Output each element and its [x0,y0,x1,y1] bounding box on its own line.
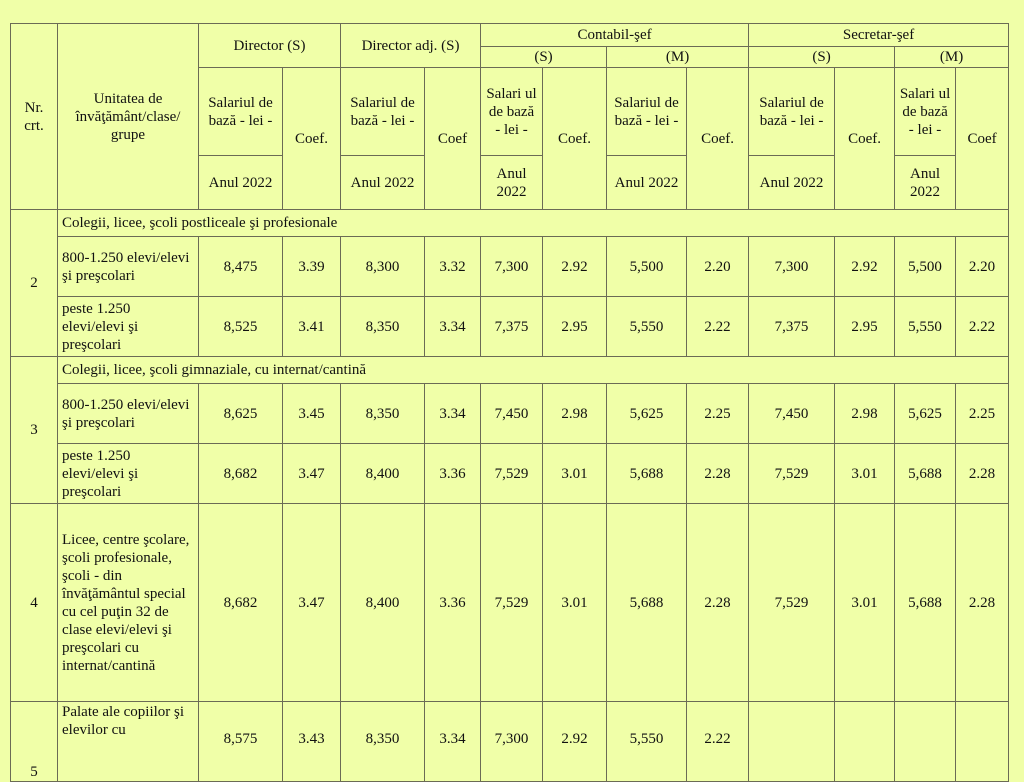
cell: 3.34 [425,702,481,782]
cell: 3.01 [835,444,895,504]
cell: 2.22 [687,297,749,357]
row-label: peste 1.250 elevi/elevi şi preşcolari [58,297,199,357]
table-row [11,702,1009,782]
header-anul: Anul 2022 [199,156,283,210]
header-coef: Coef. [283,68,341,210]
cell: 7,529 [749,504,835,702]
cell: 5,625 [607,384,687,444]
cell: 3.01 [835,504,895,702]
cell: 7,529 [749,444,835,504]
cell: 2.25 [687,384,749,444]
cell: 7,300 [749,237,835,297]
cell: 3.36 [425,444,481,504]
cell: 7,375 [749,297,835,357]
cell [895,702,956,782]
cell: 8,400 [341,504,425,702]
cell [749,702,835,782]
cell: 2.95 [835,297,895,357]
cell: 3.34 [425,384,481,444]
cell: 2.28 [687,444,749,504]
header-contabil-m: (M) [607,47,749,68]
cell: 5,550 [607,297,687,357]
cell: 8,475 [199,237,283,297]
cell: 2.22 [687,702,749,782]
row-label: 800-1.250 elevi/elevi şi preşcolari [58,384,199,444]
row-nr: 2 [11,210,58,357]
cell: 7,300 [481,702,543,782]
cell: 2.28 [687,504,749,702]
table-row [11,504,1009,702]
cell: 3.36 [425,504,481,702]
cell: 2.28 [956,444,1009,504]
header-secretar: Secretar-şef [749,24,1009,47]
header-anul: Anul 2022 [341,156,425,210]
cell: 3.39 [283,237,341,297]
cell: 3.41 [283,297,341,357]
cell: 2.20 [956,237,1009,297]
cell: 5,550 [895,297,956,357]
header-salariul: Salari ul de bază - lei - [895,68,956,156]
cell: 8,400 [341,444,425,504]
row-nr: 5 [11,702,58,782]
cell: 2.28 [956,504,1009,702]
cell: 8,350 [341,297,425,357]
cell: 2.92 [543,702,607,782]
cell: 3.34 [425,297,481,357]
header-anul: Anul 2022 [481,156,543,210]
salary-table [10,23,1009,782]
cell: 2.20 [687,237,749,297]
header-director-adj: Director adj. (S) [341,24,481,68]
header-anul: Anul 2022 [895,156,956,210]
header-salariul: Salariul de bază - lei - [199,68,283,156]
cell: 5,688 [895,444,956,504]
salary-table-container [10,23,1008,782]
cell: 2.95 [543,297,607,357]
row-nr: 4 [11,504,58,702]
cell: 8,350 [341,702,425,782]
row-label: Licee, centre şcolare, şcoli profesionale, şcoli - din învăţământul special cu cel puţin 32 de clase elevi/elevi şi preşcolari cu internat/cantină [58,504,199,702]
cell: 7,375 [481,297,543,357]
header-coef: Coef. [687,68,749,210]
group-label: Colegii, licee, şcoli postliceale şi profesionale [58,210,1009,237]
cell: 8,300 [341,237,425,297]
header-contabil: Contabil-şef [481,24,749,47]
header-secretar-m: (M) [895,47,1009,68]
header-salariul: Salariul de bază - lei - [607,68,687,156]
row-label: 800-1.250 elevi/elevi şi preşcolari [58,237,199,297]
table-row [11,297,1009,357]
cell: 2.25 [956,384,1009,444]
header-salariul: Salariul de bază - lei - [749,68,835,156]
cell [956,702,1009,782]
header-salariul: Salariul de bază - lei - [341,68,425,156]
row-label: Palate ale copiilor şi elevilor cu [58,702,199,782]
cell: 8,625 [199,384,283,444]
cell: 5,688 [607,444,687,504]
cell: 5,688 [895,504,956,702]
cell: 2.92 [543,237,607,297]
cell: 7,529 [481,444,543,504]
cell: 8,525 [199,297,283,357]
header-coef: Coef. [543,68,607,210]
row-label: peste 1.250 elevi/elevi şi preşcolari [58,444,199,504]
header-director: Director (S) [199,24,341,68]
header-salariul: Salari ul de bază - lei - [481,68,543,156]
header-contabil-s: (S) [481,47,607,68]
row-nr: 3 [11,357,58,504]
cell: 3.47 [283,504,341,702]
cell: 7,529 [481,504,543,702]
cell: 5,500 [607,237,687,297]
table-row [11,444,1009,504]
cell: 3.43 [283,702,341,782]
table-row [11,237,1009,297]
cell: 7,450 [749,384,835,444]
cell: 5,500 [895,237,956,297]
cell: 3.47 [283,444,341,504]
cell: 3.45 [283,384,341,444]
cell: 2.98 [835,384,895,444]
cell: 5,625 [895,384,956,444]
cell: 2.92 [835,237,895,297]
cell: 8,575 [199,702,283,782]
header-coef: Coef. [835,68,895,210]
cell: 5,550 [607,702,687,782]
cell: 3.01 [543,444,607,504]
cell: 7,300 [481,237,543,297]
cell: 8,682 [199,504,283,702]
cell: 2.98 [543,384,607,444]
header-anul: Anul 2022 [749,156,835,210]
header-unit: Unitatea de învăţământ/clase/ grupe [58,24,199,210]
header-anul: Anul 2022 [607,156,687,210]
header-coef: Coef [425,68,481,210]
group-label: Colegii, licee, şcoli gimnaziale, cu internat/cantină [58,357,1009,384]
header-nr: Nr. crt. [11,24,58,210]
cell: 2.22 [956,297,1009,357]
table-row [11,384,1009,444]
cell [835,702,895,782]
header-coef: Coef [956,68,1009,210]
header-secretar-s: (S) [749,47,895,68]
cell: 7,450 [481,384,543,444]
cell: 3.32 [425,237,481,297]
cell: 3.01 [543,504,607,702]
cell: 8,682 [199,444,283,504]
cell: 5,688 [607,504,687,702]
cell: 8,350 [341,384,425,444]
